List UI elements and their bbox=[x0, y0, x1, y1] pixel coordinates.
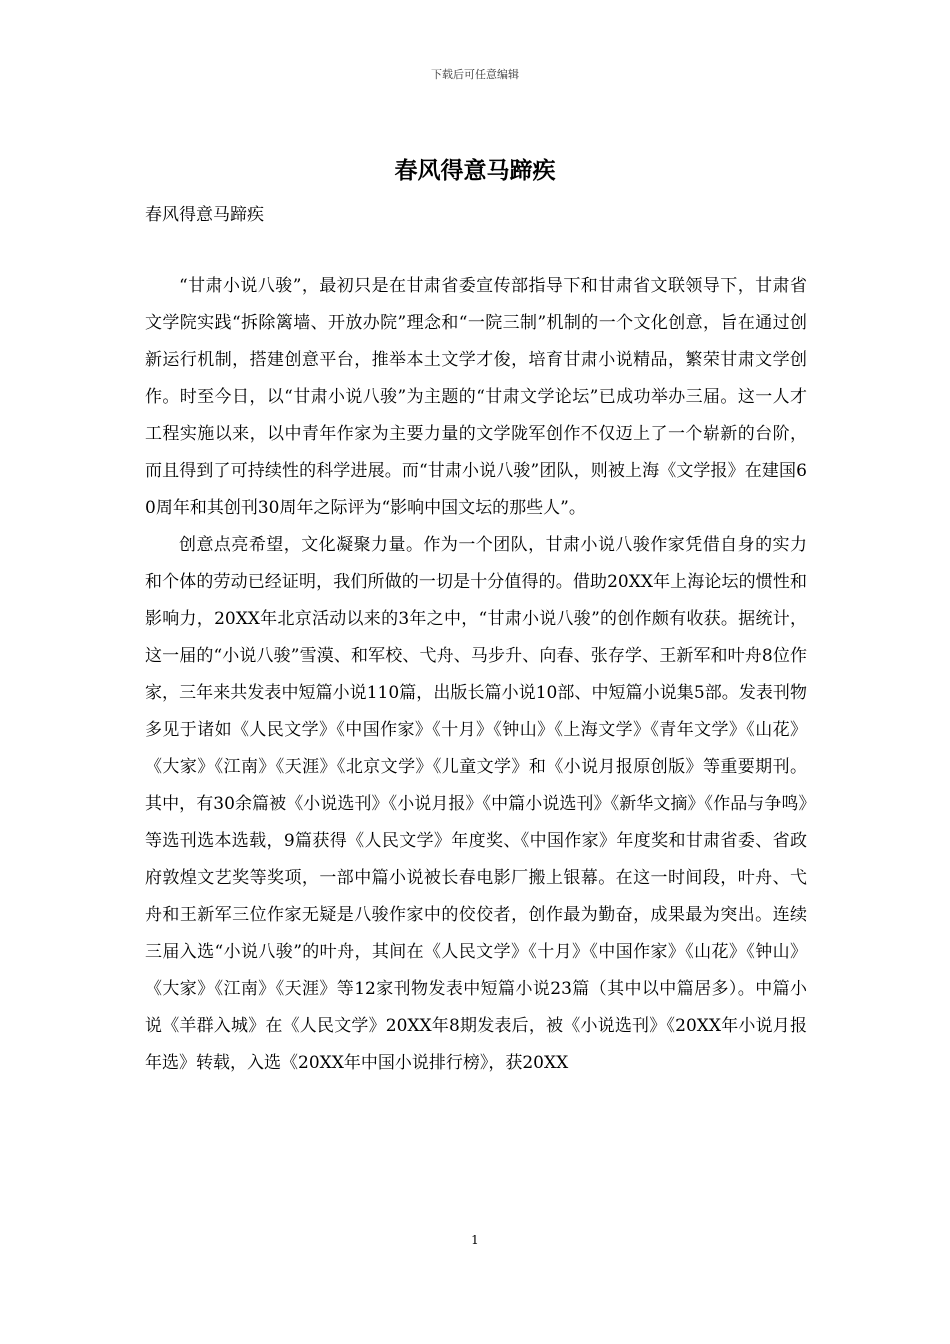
document-subtitle: 春风得意马蹄疾 bbox=[145, 205, 264, 225]
header-note: 下载后可任意编辑 bbox=[431, 68, 519, 81]
document-title: 春风得意马蹄疾 bbox=[394, 157, 556, 184]
body-text bbox=[145, 268, 807, 1082]
paragraph-2: 创意点亮希望，文化凝聚力量。作为一个团队，甘肃小说八骏作家凭借自身的实力和个体的劳动已经证明，我们所做的一切是十分值得的。借助20XX年上海论坛的惯性和影响力，20XX年北京活动以来的3年之中，“甘肃小说八骏”的创作颇有收获。据统计，这一届的“小说八骏”雪漠、和军校、弋舟、马步升、向春、张存学、王新军和叶舟8位作家，三年来共发表中短篇小说110篇，出版长篇小说10部、中短篇小说集5部。发表刊物多见于诸如《人民文学》《中国作家》《十月》《钟山》《上海文学》《青年文学》《山花》《大家》《江南》《天涯》《北京文学》《儿童文学》和《小说月报原创版》等重要期刊。其中，有30余篇被《小说选刊》《小说月报》《中篇小说选刊》《新华文摘》《作品与争鸣》等选刊选本选载，9篇获得《人民文学》年度奖、《中国作家》年度奖和甘肃省委、省政府敦煌文艺奖等奖项，一部中篇小说被长春电影厂搬上银幕。在这一时间段，叶舟、弋舟和王新军三位作家无疑是八骏作家中的佼佼者，创作最为勤奋，成果最为突出。连续三届入选“小说八骏”的叶舟，其间在《人民文学》《十月》《中国作家》《山花》《钟山》《大家》《江南》《天涯》等12家刊物发表中短篇小说23篇（其中以中篇居多）。中篇小说《羊群入城》在《人民文学》20XX年8期发表后，被《小说选刊》《20XX年小说月报年选》转载，入选《20XX年中国小说排行榜》，获20XX bbox=[145, 535, 807, 1073]
paragraph-1: “甘肃小说八骏”，最初只是在甘肃省委宣传部指导下和甘肃省文联领导下，甘肃省文学院实践“拆除篱墙、开放办院”理念和“一院三制”机制的一个文化创意，旨在通过创新运行机制，搭建创意平台，推举本土文学才俊，培育甘肃小说精品，繁荣甘肃文学创作。时至今日，以“甘肃小说八骏”为主题的“甘肃文学论坛”已成功举办三届。这一人才工程实施以来，以中青年作家为主要力量的文学陇军创作不仅迈上了一个崭新的台阶，而且得到了可持续性的科学进展。而“甘肃小说八骏”团队，则被上海《文学报》在建国60周年和其创刊30周年之际评为“影响中国文坛的那些人”。 bbox=[145, 276, 807, 518]
page-number: 1 bbox=[471, 1233, 479, 1247]
